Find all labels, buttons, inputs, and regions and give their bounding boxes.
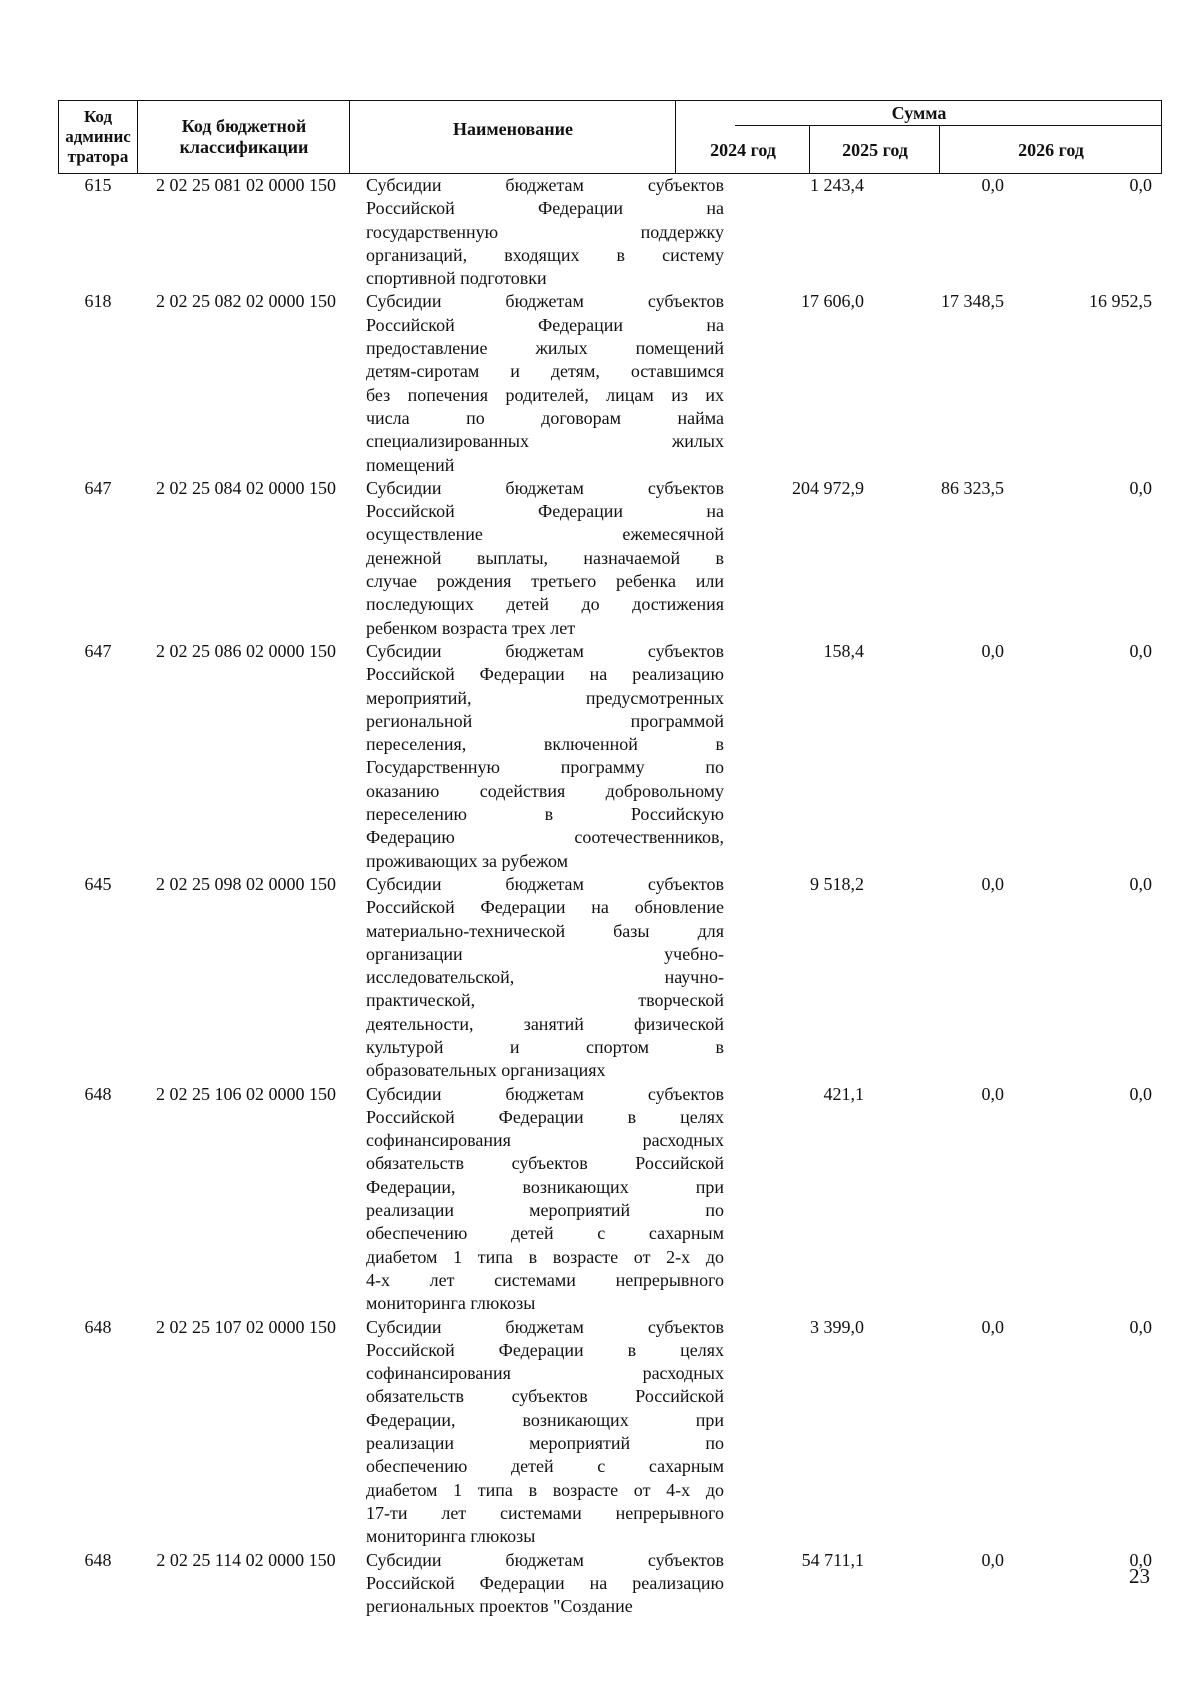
name-line: материально-технической базы для [366,920,724,941]
table-row [58,640,1162,873]
table-row [58,873,1162,1083]
name-line: Субсидии бюджетам субъектов [366,291,724,312]
name-line: деятельности, занятий физической [366,1013,724,1034]
name-line: исследовательской, научно- [366,967,724,988]
name-line: государственную поддержку [366,221,724,242]
name-line: обязательств субъектов Российской [366,1386,724,1407]
name-cell [354,1549,734,1619]
value-2025-cell: 0,0 [981,873,1004,894]
name-line: последующих детей до достижения [366,594,724,615]
value-2026-cell: 0,0 [1129,1549,1152,1570]
admin-code-cell: 647 [84,477,112,498]
name-line: Федерации, возникающих при [366,1409,724,1430]
header-name: Наименование [453,118,573,139]
header-budget-code: Код бюджетной классификации [179,116,309,157]
name-line: переселению в Российскую [366,804,724,825]
name-line: Российской Федерации на [366,314,724,335]
header-year-2024: 2024 год [710,139,776,160]
name-line: обеспечению детей с сахарным [366,1456,724,1477]
admin-code-cell: 648 [84,1549,112,1570]
name-cell [354,640,734,873]
name-line: обеспечению детей с сахарным [366,1223,724,1244]
name-line: ребенком возраста трех лет [366,617,576,638]
name-line: Российской Федерации на [366,198,724,219]
budget-code-cell: 2 02 25 082 02 0000 150 [156,291,336,312]
name-line: Российской Федерации на реализацию [366,664,724,685]
budget-code-cell: 2 02 25 098 02 0000 150 [156,873,336,894]
budget-code-cell: 2 02 25 106 02 0000 150 [156,1083,336,1104]
budget-code-cell: 2 02 25 081 02 0000 150 [156,175,336,195]
name-line: случае рождения третьего ребенка или [366,571,724,592]
name-line: Субсидии бюджетам субъектов [366,477,724,498]
name-line: специализированных жилых [366,431,724,452]
value-2024-cell: 17 606,0 [801,291,864,312]
value-2026-cell: 0,0 [1129,175,1152,195]
name-line: денежной выплаты, назначаемой в [366,547,724,568]
admin-code-cell: 648 [84,1316,112,1337]
name-line: Субсидии бюджетам субъектов [366,1083,724,1104]
value-2025-cell: 17 348,5 [941,291,1004,312]
value-2026-cell: 0,0 [1129,873,1152,894]
table-header [58,100,1162,174]
name-line: Государственную программу по [366,757,724,778]
value-2026-cell: 0,0 [1129,477,1152,498]
name-line: практической, творческой [366,990,724,1011]
name-line: Субсидии бюджетам субъектов [366,175,724,195]
value-2026-cell: 0,0 [1129,1083,1152,1104]
name-line: 17-ти лет системами непрерывного [366,1502,724,1523]
name-line: предоставление жилых помещений [366,338,724,359]
value-2025-cell: 0,0 [981,1316,1004,1337]
name-line: мероприятий, предусмотренных [366,687,724,708]
name-line: софинансирования расходных [366,1130,724,1151]
name-line: Субсидии бюджетам субъектов [366,640,724,661]
table-row [58,1316,1162,1549]
name-cell [354,174,734,290]
name-cell [354,477,734,640]
table-row [58,1083,1162,1316]
name-line: образовательных организациях [366,1060,606,1081]
name-line: Российской Федерации на [366,501,724,522]
value-2024-cell: 158,4 [823,640,864,661]
value-2024-cell: 3 399,0 [810,1316,864,1337]
name-line: Российской Федерации в целях [366,1339,724,1360]
page-number: 23 [1129,1564,1150,1588]
name-cell [354,873,734,1083]
value-2026-cell: 0,0 [1129,640,1152,661]
admin-code-cell: 618 [84,291,112,312]
name-line: без попечения родителей, лицам из их [366,384,724,405]
name-line: Федерацию соотечественников, [366,827,724,848]
name-cell [354,1316,734,1549]
name-line: диабетом 1 типа в возрасте от 4-х до [366,1479,724,1500]
value-2026-cell: 0,0 [1129,1316,1152,1337]
header-year-2026: 2026 год [1018,139,1084,160]
name-line: Российской Федерации в целях [366,1106,724,1127]
admin-code-cell: 645 [84,873,112,894]
budget-code-cell: 2 02 25 114 02 0000 150 [156,1549,336,1570]
value-2024-cell: 9 518,2 [810,873,864,894]
name-line: реализации мероприятий по [366,1433,724,1454]
name-line: реализации мероприятий по [366,1200,724,1221]
name-line: диабетом 1 типа в возрасте от 2-х до [366,1246,724,1267]
value-2025-cell: 0,0 [981,1083,1004,1104]
value-2024-cell: 54 711,1 [801,1549,864,1570]
name-line: обязательств субъектов Российской [366,1153,724,1174]
table-row [58,174,1162,290]
value-2026-cell: 16 952,5 [1089,291,1152,312]
name-line: помещений [366,454,455,475]
name-line: числа по договорам найма [366,407,724,428]
value-2024-cell: 421,1 [823,1083,864,1104]
header-sum: Сумма [891,102,947,123]
header-admin-code: Код админис тратора [65,107,131,166]
name-line: Субсидии бюджетам субъектов [366,1316,724,1337]
value-2024-cell: 1 243,4 [810,175,864,195]
name-line: мониторинга глюкозы [366,1526,536,1547]
name-line: культурой и спортом в [366,1036,724,1057]
table-body [58,174,1162,1618]
name-line: 4-х лет системами непрерывного [366,1269,724,1290]
name-cell [354,290,734,476]
name-line: софинансирования расходных [366,1363,724,1384]
table-row [58,1549,1162,1619]
name-line: оказанию содействия добровольному [366,780,724,801]
name-line: мониторинга глюкозы [366,1293,536,1314]
name-line: проживающих за рубежом [366,850,569,871]
name-line: Субсидии бюджетам субъектов [366,1549,724,1570]
name-line: Российской Федерации на реализацию [366,1572,724,1593]
name-line: осуществление ежемесячной [366,524,724,545]
value-2025-cell: 0,0 [981,175,1004,195]
table-row [58,290,1162,476]
header-year-2025: 2025 год [842,139,908,160]
name-line: организации учебно- [366,943,724,964]
admin-code-cell: 615 [84,175,112,195]
name-cell [354,1083,734,1316]
admin-code-cell: 647 [84,640,112,661]
value-2024-cell: 204 972,9 [792,477,864,498]
name-line: Субсидии бюджетам субъектов [366,873,724,894]
name-line: организаций, входящих в систему [366,244,724,265]
name-line: Федерации, возникающих при [366,1176,724,1197]
budget-code-cell: 2 02 25 086 02 0000 150 [156,640,336,661]
name-line: детям-сиротам и детям, оставшимся [366,361,724,382]
value-2025-cell: 0,0 [981,1549,1004,1570]
name-line: переселения, включенной в [366,734,724,755]
name-line: региональной программой [366,710,724,731]
name-line: Российской Федерации на обновление [366,897,724,918]
name-line: спортивной подготовки [366,268,547,289]
value-2025-cell: 0,0 [981,640,1004,661]
table-row [58,477,1162,640]
budget-code-cell: 2 02 25 107 02 0000 150 [156,1316,336,1337]
name-line: региональных проектов "Создание [366,1596,633,1617]
value-2025-cell: 86 323,5 [941,477,1004,498]
admin-code-cell: 648 [84,1083,112,1104]
budget-code-cell: 2 02 25 084 02 0000 150 [156,477,336,498]
